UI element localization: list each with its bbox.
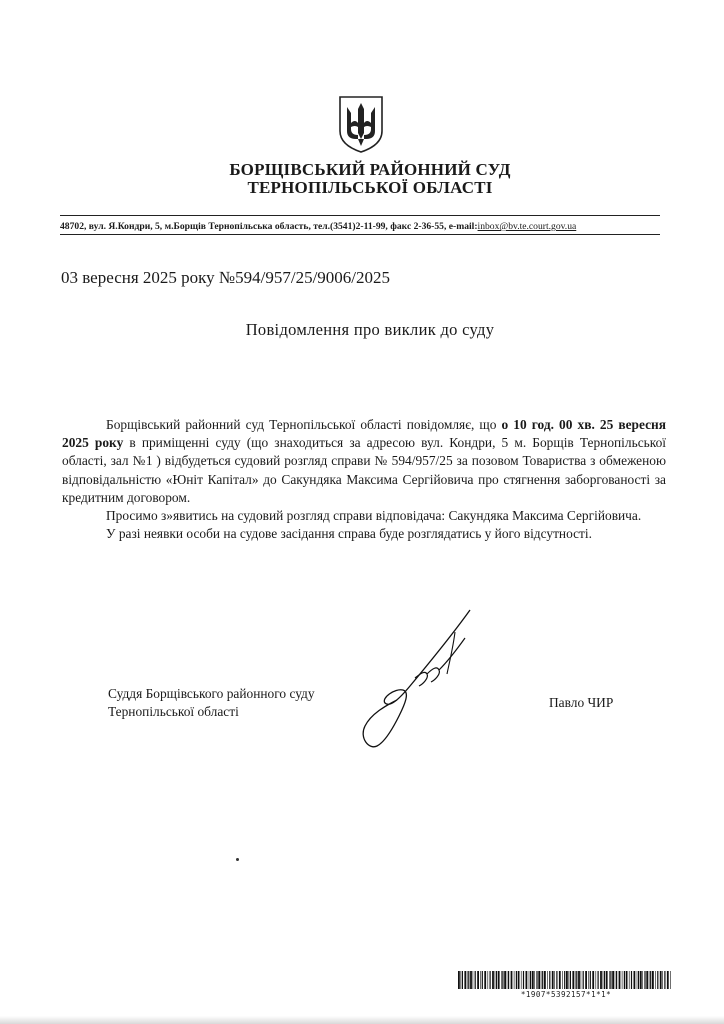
barcode-bar <box>604 971 605 989</box>
barcode-bar <box>488 971 489 989</box>
barcode-bar <box>529 971 530 989</box>
barcode-bar <box>462 971 463 989</box>
barcode-bar <box>622 971 623 989</box>
barcode-bar <box>592 971 594 989</box>
barcode-bar <box>657 971 658 989</box>
barcode-bar <box>502 971 503 989</box>
barcode-bar <box>467 971 468 989</box>
barcode-bar <box>530 971 531 989</box>
barcode-bar <box>490 971 491 989</box>
barcode-bar <box>600 971 602 989</box>
barcode-bar <box>544 971 546 989</box>
barcode-bar <box>642 971 643 989</box>
barcode-bar <box>532 971 534 989</box>
barcode-bar <box>552 971 554 989</box>
barcode-bar <box>508 971 509 989</box>
barcode-bar <box>612 971 614 989</box>
barcode-bar <box>660 971 662 989</box>
scan-edge <box>0 1016 724 1024</box>
barcode-bar <box>634 971 636 989</box>
judge-role <box>108 685 315 721</box>
barcode-bar <box>518 971 520 989</box>
barcode-bar <box>575 971 576 989</box>
barcode-bar <box>482 971 483 989</box>
barcode-bar <box>615 971 616 989</box>
summons-text-end: в приміщенні суду (що знаходиться за адресою вул. Кондри, 5 м. Борщів Тернопільської області, зал №1 ) відбудеться судовий розгляд справи № 594/957/25 за позовом Товариства з обмеженою відповідальністю «Юніт Капітал» до Сакундяка Максима Сергійовича про стягнення заборгованості за кредитним договором. <box>62 435 666 505</box>
header-divider-top <box>60 215 660 216</box>
barcode-bar <box>670 971 671 989</box>
barcode-bar <box>541 971 542 989</box>
barcode-bar <box>492 971 494 989</box>
barcode-number: *1907*5392157*1*1* <box>520 990 612 999</box>
barcode-bar <box>477 971 479 989</box>
barcode-bar <box>649 971 650 989</box>
barcode-bar <box>556 971 557 989</box>
trident-emblem-icon <box>336 93 386 155</box>
barcode-bar <box>496 971 497 989</box>
barcode-bar <box>470 971 472 989</box>
notice-body <box>62 416 666 543</box>
barcode-bar <box>596 971 597 989</box>
barcode-bar <box>475 971 476 989</box>
barcode-bar <box>564 971 565 989</box>
judge-role-line1: Суддя Борщівського районного суду <box>108 686 315 701</box>
barcode-bar <box>585 971 587 989</box>
barcode-bar <box>549 971 550 989</box>
barcode-bar <box>640 971 642 989</box>
barcode-bar <box>619 971 621 989</box>
court-name-line1: БОРЩІВСЬКИЙ РАЙОННИЙ СУД <box>229 160 511 179</box>
barcode-bar <box>609 971 610 989</box>
barcode-bar <box>495 971 496 989</box>
barcode-bar <box>626 971 628 989</box>
barcode-bar <box>542 971 543 989</box>
barcode-bar <box>664 971 665 989</box>
barcode-bar <box>526 971 528 989</box>
date-and-number: 03 вересня 2025 року №594/957/25/9006/2025 <box>61 268 391 287</box>
contacts-text: 48702, вул. Я.Кондри, 5, м.Борщів Тернопільська область, тел.(3541)2-11-99, факс 2-36-55, e-mail: <box>60 221 478 232</box>
barcode-bar <box>616 971 617 989</box>
barcode-bar <box>484 971 486 989</box>
paragraph-summons <box>62 416 666 507</box>
judge-role-line2: Тернопільської області <box>108 704 239 719</box>
barcode-bar <box>569 971 570 989</box>
barcode-bar <box>511 971 513 989</box>
handwritten-signature-icon <box>355 608 485 748</box>
barcode-bar <box>504 971 506 989</box>
barcode-bar <box>638 971 639 989</box>
barcode-bar <box>559 971 561 989</box>
header-divider-bottom <box>60 234 660 235</box>
barcode-bar <box>576 971 577 989</box>
barcode-bar <box>554 971 555 989</box>
barcode-bar <box>514 971 515 989</box>
barcode-bar <box>646 971 648 989</box>
barcode-bar <box>521 971 522 989</box>
barcode-bar <box>547 971 548 989</box>
barcode-bar <box>578 971 580 989</box>
judge-name: Павло ЧИР <box>549 695 614 710</box>
barcode-bar <box>473 971 474 989</box>
barcode-bar <box>655 971 656 989</box>
barcode-bar <box>631 971 632 989</box>
barcode-bar <box>667 971 669 989</box>
barcode-bar <box>501 971 502 989</box>
document-title: Повідомлення про виклик до суду <box>245 320 495 339</box>
barcode-bar <box>464 971 466 989</box>
barcode-bar <box>507 971 508 989</box>
barcode-bar <box>461 971 462 989</box>
barcode-bar <box>590 971 591 989</box>
barcode-bar <box>629 971 630 989</box>
barcode-bar <box>603 971 604 989</box>
barcode-bar <box>572 971 574 989</box>
barcode-bar <box>458 971 460 989</box>
barcode-bar <box>650 971 651 989</box>
barcode-bar <box>606 971 608 989</box>
barcode-bar <box>516 971 517 989</box>
barcode-bar <box>644 971 645 989</box>
court-name-line2: ТЕРНОПІЛЬСЬКОЇ ОБЛАСТІ <box>247 178 493 197</box>
barcode-bar <box>588 971 589 989</box>
barcode-bar <box>562 971 563 989</box>
barcode-bar <box>610 971 611 989</box>
summons-text-start: Борщівський районний суд Тернопільської області повідомляє, що <box>106 417 502 432</box>
barcode-bar <box>523 971 524 989</box>
barcode-bar <box>583 971 584 989</box>
barcode-bar <box>637 971 638 989</box>
barcode-bar <box>598 971 599 989</box>
paragraph-request: Просимо з»явитись на судовий розгляд справи відповідача: Сакундяка Максима Сергійовича. <box>106 508 642 524</box>
stray-mark <box>236 858 239 861</box>
court-contacts <box>60 221 670 232</box>
barcode-bar <box>662 971 663 989</box>
barcode-bar <box>652 971 654 989</box>
barcode-bar <box>534 971 535 989</box>
hearing-datetime: о 10 год. 00 хв. 25 вересня 2025 року <box>62 417 666 451</box>
barcode-bar <box>624 971 625 989</box>
paragraph-absence: У разі неявки особи на судове засідання справа буде розглядатись у його відсутності. <box>106 526 592 542</box>
barcode-bar <box>498 971 500 989</box>
barcode-bar <box>468 971 469 989</box>
barcode-bar <box>566 971 568 989</box>
barcode-bar <box>581 971 582 989</box>
barcode-icon <box>458 971 674 989</box>
email-link[interactable]: inbox@bv.te.court.gov.ua <box>477 221 577 232</box>
barcode-bar <box>536 971 537 989</box>
barcode-bar <box>570 971 571 989</box>
barcode-bar <box>538 971 540 989</box>
barcode-bar <box>480 971 481 989</box>
